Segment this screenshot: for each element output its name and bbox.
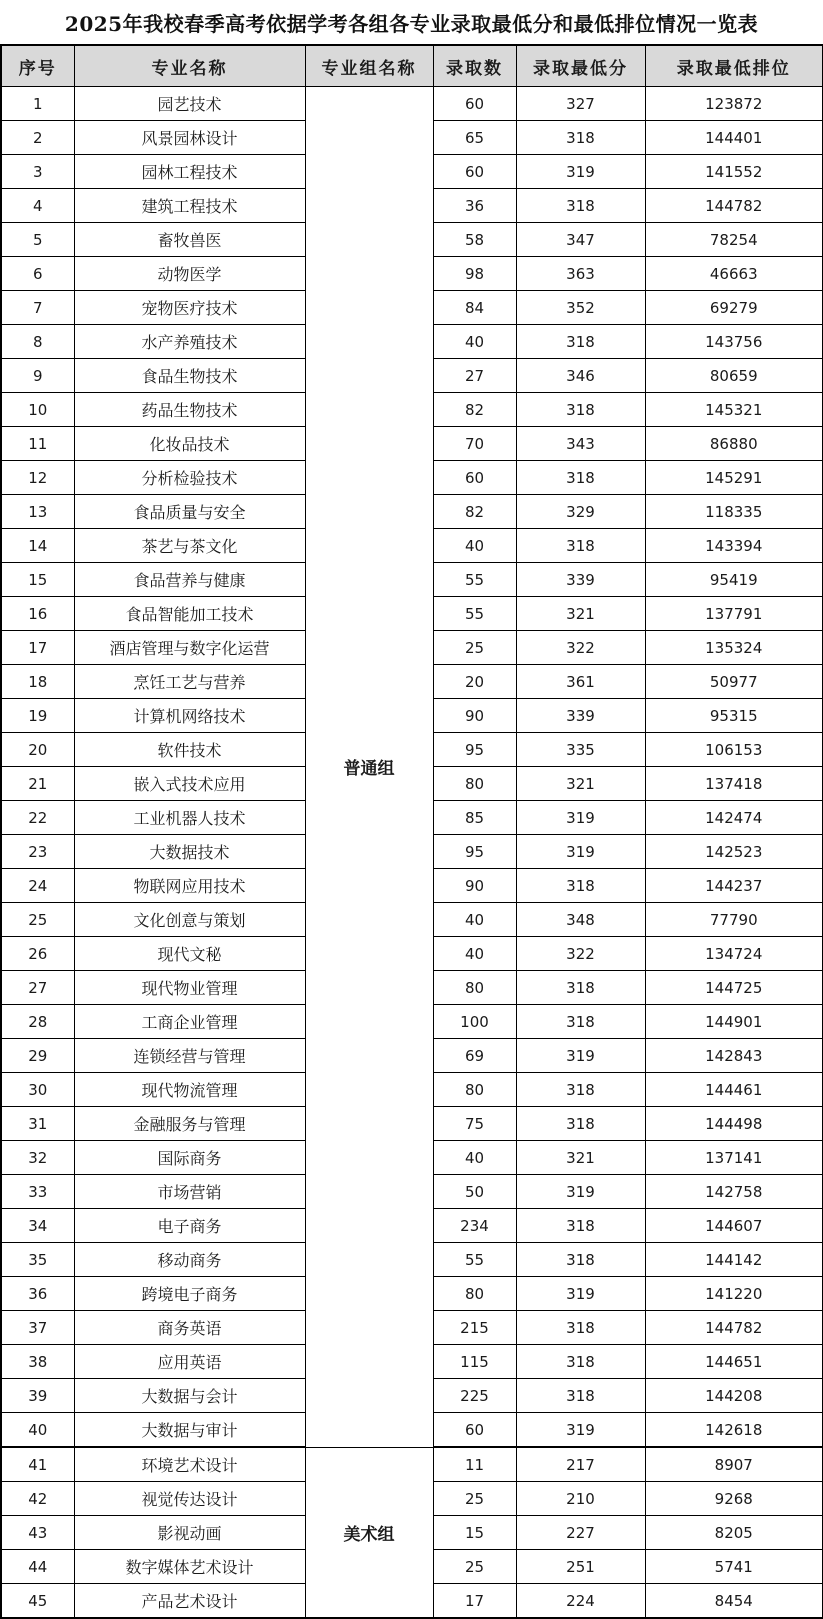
cell-min-score: 318	[516, 1209, 645, 1243]
cell-count: 234	[433, 1209, 516, 1243]
cell-min-score: 217	[516, 1447, 645, 1482]
cell-index: 26	[1, 937, 74, 971]
cell-major: 宠物医疗技术	[74, 291, 305, 325]
cell-major: 工业机器人技术	[74, 801, 305, 835]
cell-min-rank: 9268	[645, 1482, 823, 1516]
cell-count: 98	[433, 257, 516, 291]
cell-major: 环境艺术设计	[74, 1447, 305, 1482]
cell-index: 2	[1, 121, 74, 155]
cell-major: 现代文秘	[74, 937, 305, 971]
cell-count: 70	[433, 427, 516, 461]
cell-index: 5	[1, 223, 74, 257]
cell-min-score: 339	[516, 699, 645, 733]
cell-index: 39	[1, 1379, 74, 1413]
cell-min-rank: 123872	[645, 87, 823, 121]
cell-index: 37	[1, 1311, 74, 1345]
cell-min-score: 318	[516, 971, 645, 1005]
cell-min-score: 321	[516, 767, 645, 801]
cell-count: 82	[433, 393, 516, 427]
cell-major: 移动商务	[74, 1243, 305, 1277]
cell-count: 36	[433, 189, 516, 223]
cell-count: 60	[433, 87, 516, 121]
cell-count: 95	[433, 835, 516, 869]
cell-min-rank: 144901	[645, 1005, 823, 1039]
cell-min-rank: 78254	[645, 223, 823, 257]
cell-index: 45	[1, 1584, 74, 1619]
cell-min-score: 318	[516, 1073, 645, 1107]
header-count: 录取数	[433, 45, 516, 87]
cell-min-score: 210	[516, 1482, 645, 1516]
admission-table	[0, 44, 823, 1619]
cell-min-rank: 144782	[645, 1311, 823, 1345]
cell-count: 17	[433, 1584, 516, 1619]
cell-index: 21	[1, 767, 74, 801]
header-index: 序号	[1, 45, 74, 87]
cell-index: 35	[1, 1243, 74, 1277]
cell-major: 数字媒体艺术设计	[74, 1550, 305, 1584]
cell-major: 影视动画	[74, 1516, 305, 1550]
cell-index: 41	[1, 1447, 74, 1482]
header-min-rank: 录取最低排位	[645, 45, 823, 87]
cell-min-rank: 142758	[645, 1175, 823, 1209]
cell-index: 38	[1, 1345, 74, 1379]
cell-min-rank: 8907	[645, 1447, 823, 1482]
cell-index: 16	[1, 597, 74, 631]
cell-group: 普通组	[305, 87, 433, 1448]
cell-major: 嵌入式技术应用	[74, 767, 305, 801]
cell-count: 58	[433, 223, 516, 257]
cell-min-score: 322	[516, 937, 645, 971]
cell-major: 园艺技术	[74, 87, 305, 121]
cell-count: 84	[433, 291, 516, 325]
cell-index: 6	[1, 257, 74, 291]
cell-major: 文化创意与策划	[74, 903, 305, 937]
cell-min-rank: 86880	[645, 427, 823, 461]
cell-min-score: 319	[516, 835, 645, 869]
cell-index: 27	[1, 971, 74, 1005]
cell-count: 69	[433, 1039, 516, 1073]
cell-min-rank: 137141	[645, 1141, 823, 1175]
cell-count: 40	[433, 903, 516, 937]
cell-index: 15	[1, 563, 74, 597]
cell-min-score: 339	[516, 563, 645, 597]
cell-count: 60	[433, 461, 516, 495]
cell-min-score: 318	[516, 1345, 645, 1379]
cell-min-score: 318	[516, 121, 645, 155]
cell-min-rank: 142618	[645, 1413, 823, 1448]
cell-count: 90	[433, 869, 516, 903]
cell-count: 50	[433, 1175, 516, 1209]
cell-major: 连锁经营与管理	[74, 1039, 305, 1073]
cell-min-score: 348	[516, 903, 645, 937]
cell-index: 18	[1, 665, 74, 699]
cell-min-rank: 144651	[645, 1345, 823, 1379]
cell-major: 现代物流管理	[74, 1073, 305, 1107]
cell-min-score: 346	[516, 359, 645, 393]
cell-count: 225	[433, 1379, 516, 1413]
cell-index: 44	[1, 1550, 74, 1584]
cell-count: 25	[433, 1550, 516, 1584]
cell-count: 100	[433, 1005, 516, 1039]
cell-major: 商务英语	[74, 1311, 305, 1345]
cell-min-rank: 143756	[645, 325, 823, 359]
cell-major: 动物医学	[74, 257, 305, 291]
cell-min-rank: 95315	[645, 699, 823, 733]
cell-index: 36	[1, 1277, 74, 1311]
cell-min-score: 318	[516, 1005, 645, 1039]
cell-min-score: 318	[516, 189, 645, 223]
cell-major: 大数据与会计	[74, 1379, 305, 1413]
cell-min-score: 224	[516, 1584, 645, 1619]
cell-min-score: 321	[516, 597, 645, 631]
cell-min-rank: 142843	[645, 1039, 823, 1073]
cell-min-rank: 137418	[645, 767, 823, 801]
cell-min-rank: 144142	[645, 1243, 823, 1277]
cell-index: 25	[1, 903, 74, 937]
cell-min-rank: 141220	[645, 1277, 823, 1311]
cell-index: 42	[1, 1482, 74, 1516]
cell-min-score: 318	[516, 1379, 645, 1413]
cell-min-rank: 144607	[645, 1209, 823, 1243]
cell-min-rank: 118335	[645, 495, 823, 529]
cell-index: 4	[1, 189, 74, 223]
cell-major: 畜牧兽医	[74, 223, 305, 257]
cell-min-rank: 144237	[645, 869, 823, 903]
cell-index: 29	[1, 1039, 74, 1073]
cell-count: 25	[433, 631, 516, 665]
cell-min-rank: 106153	[645, 733, 823, 767]
cell-index: 13	[1, 495, 74, 529]
cell-count: 80	[433, 1073, 516, 1107]
cell-count: 40	[433, 937, 516, 971]
cell-count: 60	[433, 1413, 516, 1448]
page-title: 2025年我校春季高考依据学考各组各专业录取最低分和最低排位情况一览表	[64, 11, 759, 36]
cell-major: 食品智能加工技术	[74, 597, 305, 631]
cell-min-score: 318	[516, 461, 645, 495]
cell-major: 化妆品技术	[74, 427, 305, 461]
cell-major: 电子商务	[74, 1209, 305, 1243]
cell-count: 95	[433, 733, 516, 767]
cell-min-rank: 145291	[645, 461, 823, 495]
cell-index: 17	[1, 631, 74, 665]
cell-count: 115	[433, 1345, 516, 1379]
cell-major: 食品生物技术	[74, 359, 305, 393]
cell-min-rank: 143394	[645, 529, 823, 563]
cell-count: 55	[433, 563, 516, 597]
cell-major: 风景园林设计	[74, 121, 305, 155]
cell-min-rank: 8454	[645, 1584, 823, 1619]
cell-min-score: 352	[516, 291, 645, 325]
cell-index: 1	[1, 87, 74, 121]
cell-major: 酒店管理与数字化运营	[74, 631, 305, 665]
cell-count: 40	[433, 1141, 516, 1175]
cell-count: 55	[433, 1243, 516, 1277]
cell-min-rank: 145321	[645, 393, 823, 427]
cell-major: 园林工程技术	[74, 155, 305, 189]
cell-count: 80	[433, 1277, 516, 1311]
cell-index: 9	[1, 359, 74, 393]
cell-major: 工商企业管理	[74, 1005, 305, 1039]
cell-count: 82	[433, 495, 516, 529]
cell-min-rank: 50977	[645, 665, 823, 699]
cell-min-score: 322	[516, 631, 645, 665]
cell-major: 分析检验技术	[74, 461, 305, 495]
cell-index: 23	[1, 835, 74, 869]
cell-count: 27	[433, 359, 516, 393]
cell-count: 65	[433, 121, 516, 155]
cell-index: 19	[1, 699, 74, 733]
cell-major: 建筑工程技术	[74, 189, 305, 223]
cell-index: 43	[1, 1516, 74, 1550]
cell-min-rank: 77790	[645, 903, 823, 937]
cell-count: 15	[433, 1516, 516, 1550]
table-body	[1, 87, 823, 1619]
cell-min-score: 319	[516, 1175, 645, 1209]
cell-major: 计算机网络技术	[74, 699, 305, 733]
cell-group: 美术组	[305, 1447, 433, 1618]
cell-major: 跨境电子商务	[74, 1277, 305, 1311]
cell-min-score: 319	[516, 1039, 645, 1073]
cell-min-rank: 142523	[645, 835, 823, 869]
cell-index: 14	[1, 529, 74, 563]
header-major: 专业名称	[74, 45, 305, 87]
cell-index: 7	[1, 291, 74, 325]
cell-min-rank: 144208	[645, 1379, 823, 1413]
cell-min-rank: 144782	[645, 189, 823, 223]
cell-major: 应用英语	[74, 1345, 305, 1379]
cell-min-rank: 142474	[645, 801, 823, 835]
cell-min-score: 361	[516, 665, 645, 699]
cell-count: 25	[433, 1482, 516, 1516]
cell-major: 国际商务	[74, 1141, 305, 1175]
cell-min-score: 329	[516, 495, 645, 529]
cell-major: 市场营销	[74, 1175, 305, 1209]
cell-count: 80	[433, 971, 516, 1005]
cell-min-rank: 144461	[645, 1073, 823, 1107]
cell-min-rank: 69279	[645, 291, 823, 325]
cell-min-score: 251	[516, 1550, 645, 1584]
cell-major: 物联网应用技术	[74, 869, 305, 903]
table-header-row	[1, 45, 823, 87]
cell-min-rank: 141552	[645, 155, 823, 189]
cell-major: 金融服务与管理	[74, 1107, 305, 1141]
cell-min-rank: 144401	[645, 121, 823, 155]
cell-min-rank: 135324	[645, 631, 823, 665]
cell-index: 8	[1, 325, 74, 359]
cell-min-score: 321	[516, 1141, 645, 1175]
cell-major: 药品生物技术	[74, 393, 305, 427]
cell-min-rank: 80659	[645, 359, 823, 393]
cell-count: 85	[433, 801, 516, 835]
cell-min-rank: 8205	[645, 1516, 823, 1550]
cell-min-score: 318	[516, 529, 645, 563]
cell-index: 3	[1, 155, 74, 189]
cell-count: 215	[433, 1311, 516, 1345]
cell-min-score: 318	[516, 869, 645, 903]
cell-major: 茶艺与茶文化	[74, 529, 305, 563]
cell-min-score: 343	[516, 427, 645, 461]
cell-min-score: 318	[516, 1107, 645, 1141]
cell-index: 30	[1, 1073, 74, 1107]
cell-major: 食品营养与健康	[74, 563, 305, 597]
cell-index: 34	[1, 1209, 74, 1243]
cell-index: 24	[1, 869, 74, 903]
cell-major: 食品质量与安全	[74, 495, 305, 529]
cell-count: 90	[433, 699, 516, 733]
cell-count: 11	[433, 1447, 516, 1482]
cell-min-score: 319	[516, 155, 645, 189]
cell-min-score: 363	[516, 257, 645, 291]
cell-major: 现代物业管理	[74, 971, 305, 1005]
cell-major: 大数据技术	[74, 835, 305, 869]
cell-min-score: 318	[516, 1311, 645, 1345]
cell-min-score: 335	[516, 733, 645, 767]
cell-min-score: 319	[516, 1277, 645, 1311]
cell-index: 22	[1, 801, 74, 835]
cell-major: 软件技术	[74, 733, 305, 767]
table-row	[1, 87, 823, 121]
cell-min-score: 347	[516, 223, 645, 257]
cell-min-rank: 5741	[645, 1550, 823, 1584]
table-row	[1, 1447, 823, 1482]
cell-min-score: 319	[516, 1413, 645, 1448]
cell-count: 40	[433, 529, 516, 563]
cell-min-rank: 144725	[645, 971, 823, 1005]
cell-count: 55	[433, 597, 516, 631]
cell-min-score: 318	[516, 325, 645, 359]
cell-min-rank: 95419	[645, 563, 823, 597]
cell-min-score: 318	[516, 1243, 645, 1277]
cell-index: 28	[1, 1005, 74, 1039]
cell-index: 11	[1, 427, 74, 461]
cell-count: 60	[433, 155, 516, 189]
cell-min-score: 327	[516, 87, 645, 121]
cell-major: 水产养殖技术	[74, 325, 305, 359]
cell-min-rank: 144498	[645, 1107, 823, 1141]
cell-major: 烹饪工艺与营养	[74, 665, 305, 699]
cell-min-score: 318	[516, 393, 645, 427]
cell-index: 31	[1, 1107, 74, 1141]
header-group: 专业组名称	[305, 45, 433, 87]
cell-index: 12	[1, 461, 74, 495]
cell-major: 大数据与审计	[74, 1413, 305, 1448]
cell-index: 32	[1, 1141, 74, 1175]
cell-min-rank: 134724	[645, 937, 823, 971]
cell-count: 75	[433, 1107, 516, 1141]
cell-min-score: 227	[516, 1516, 645, 1550]
cell-index: 20	[1, 733, 74, 767]
cell-min-rank: 137791	[645, 597, 823, 631]
header-min-score: 录取最低分	[516, 45, 645, 87]
cell-count: 80	[433, 767, 516, 801]
cell-major: 视觉传达设计	[74, 1482, 305, 1516]
cell-min-rank: 46663	[645, 257, 823, 291]
cell-major: 产品艺术设计	[74, 1584, 305, 1619]
cell-count: 40	[433, 325, 516, 359]
cell-index: 40	[1, 1413, 74, 1448]
cell-index: 10	[1, 393, 74, 427]
cell-index: 33	[1, 1175, 74, 1209]
cell-min-score: 319	[516, 801, 645, 835]
cell-count: 20	[433, 665, 516, 699]
